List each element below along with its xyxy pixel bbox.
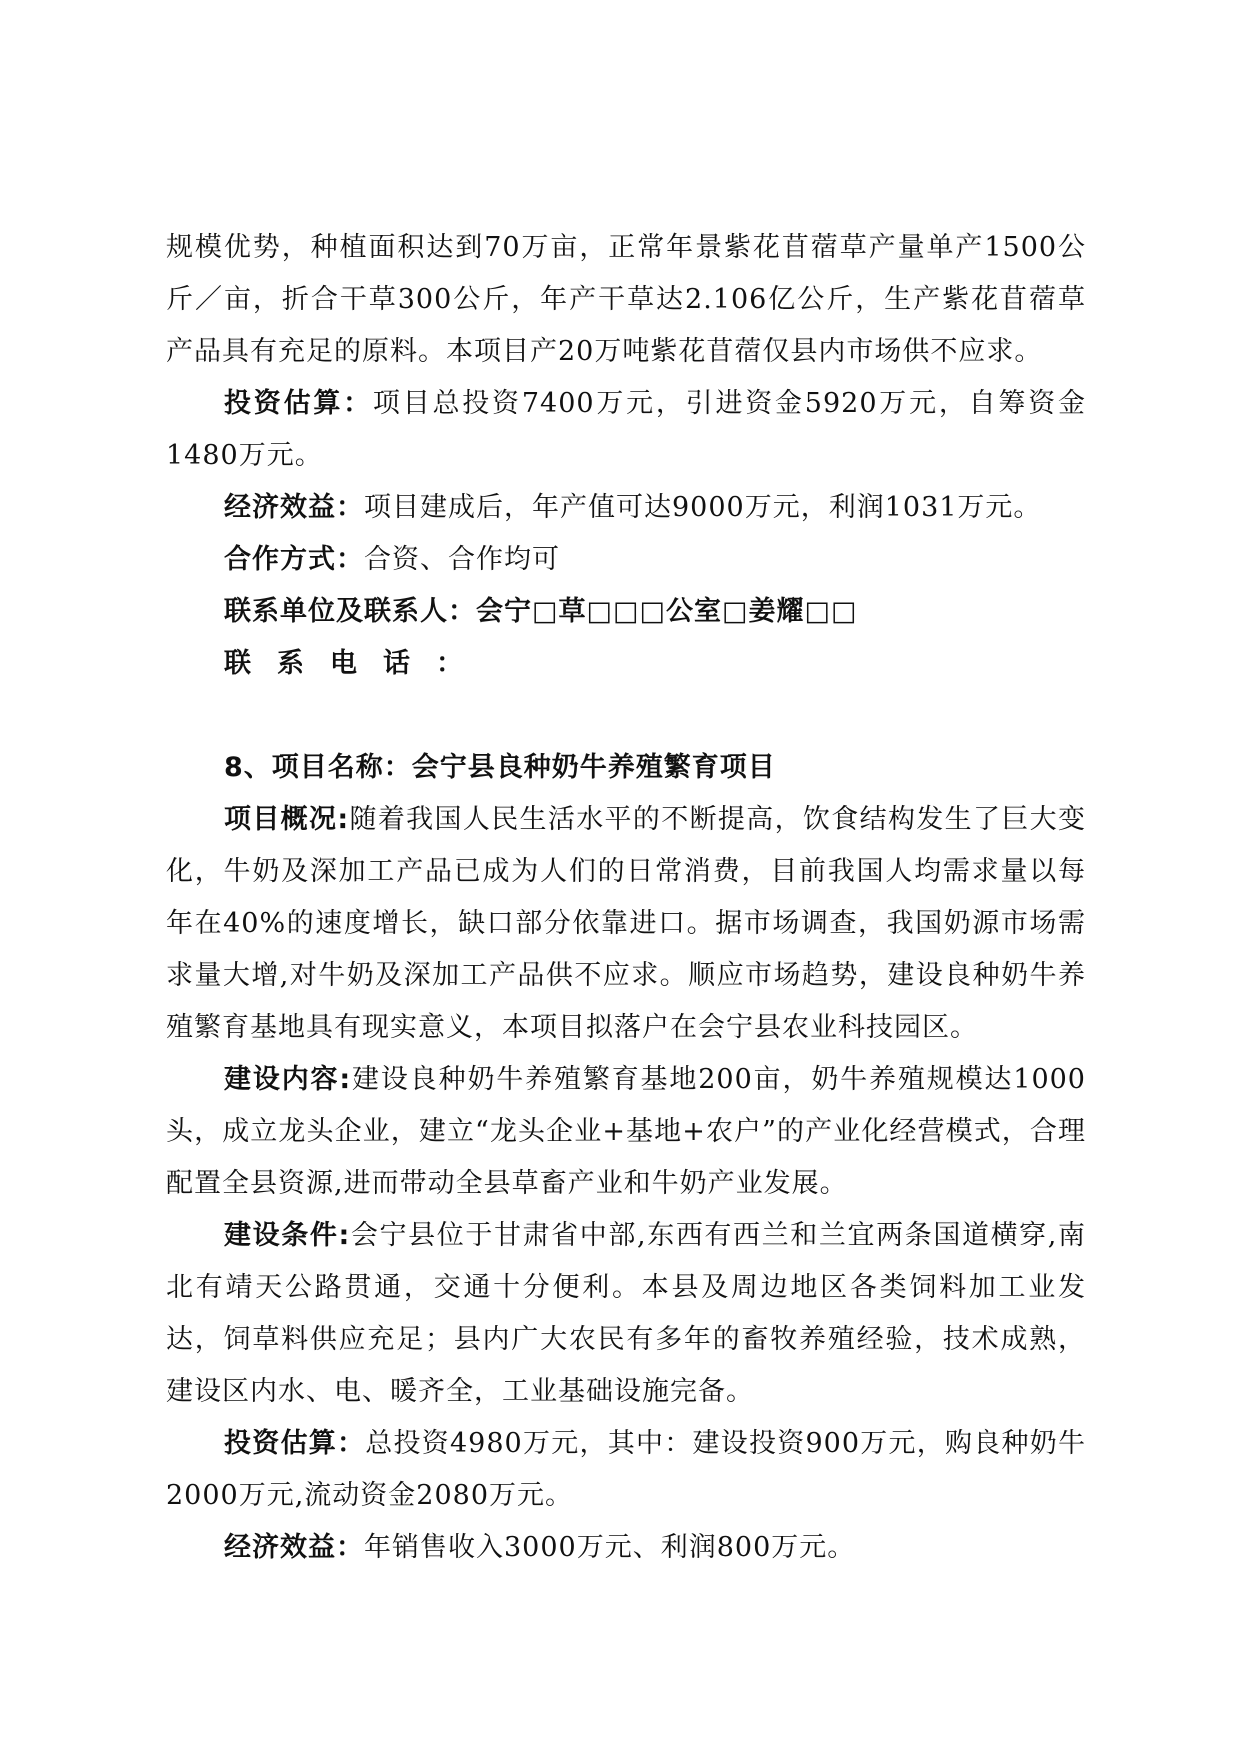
- paragraph-text: 规模优势，种植面积达到70万亩，正常年景紫花苜蓿草产量单产1500公斤／亩，折合干草300公斤，年产干草达2.106亿公斤，生产紫花苜蓿草产品具有充足的原料。本项目产20万吨紫花苜蓿仅县内市场供不应求。: [166, 232, 1086, 367]
- paragraph-text: 随着我国人民生活水平的不断提高，饮食结构发生了巨大变化，牛奶及深加工产品已成为人们的日常消费，目前我国人均需求量以每年在40%的速度增长，缺口部分依靠进口。据市场调查，我国奶源市场需求量大增,对牛奶及深加工产品供不应求。顺应市场趋势，建设良种奶牛养殖繁育基地具有现实意义，本项目拟落户在会宁县农业科技园区。: [166, 804, 1086, 1043]
- paragraph-economic-benefit: [166, 482, 1086, 534]
- paragraph-construction-content: [166, 1054, 1086, 1210]
- paragraph-text: 项目总投资7400万元，引进资金5920万元，自筹资金1480万元。: [166, 388, 1086, 471]
- paragraph-text: 会宁□草□□□公室□姜耀□□: [476, 596, 858, 627]
- paragraph-text: 会宁县位于甘肃省中部,东西有西兰和兰宜两条国道横穿,南北有靖天公路贯通，交通十分便利。本县及周边地区各类饲料加工业发达，饲草料供应充足；县内广大农民有多年的畜牧养殖经验，技术成熟，建设区内水、电、暖齐全，工业基础设施完备。: [166, 1220, 1086, 1407]
- paragraph-contact-unit: [166, 586, 1086, 638]
- paragraph-text: 项目建成后，年产值可达9000万元，利润1031万元。: [364, 492, 1042, 523]
- paragraph-project-overview: [166, 794, 1086, 1054]
- paragraph-project-benefit: [166, 1522, 1086, 1574]
- spacer: [166, 690, 1086, 742]
- paragraph-label: 联系单位及联系人：: [224, 596, 476, 627]
- paragraph-contact-phone: [166, 638, 1086, 690]
- paragraph-construction-conditions: [166, 1210, 1086, 1418]
- paragraph-label: 经济效益：: [224, 1532, 364, 1563]
- paragraph-text: 建设良种奶牛养殖繁育基地200亩，奶牛养殖规模达1000头，成立龙头企业，建立“龙头企业+基地+农户”的产业化经营模式，合理配置全县资源,进而带动全县草畜产业和牛奶产业发展。: [166, 1064, 1086, 1199]
- paragraph-label: 建设内容:: [224, 1064, 352, 1095]
- paragraph-label: 项目概况:: [224, 804, 350, 835]
- section-heading: 8、项目名称：会宁县良种奶牛养殖繁育项目: [224, 752, 776, 783]
- paragraph-text: 合资、合作均可: [364, 544, 560, 575]
- paragraph-investment-estimate: [166, 378, 1086, 482]
- paragraph-scale-advantage: [166, 222, 1086, 378]
- paragraph-label: 投资估算：: [224, 1428, 366, 1459]
- paragraph-label: 经济效益：: [224, 492, 364, 523]
- paragraph-label: 合作方式：: [224, 544, 364, 575]
- document-body: [166, 222, 1086, 1574]
- paragraph-cooperation-mode: [166, 534, 1086, 586]
- paragraph-text: 总投资4980万元，其中：建设投资900万元，购良种奶牛2000万元,流动资金2080万元。: [166, 1428, 1086, 1511]
- paragraph-label: 建设条件:: [224, 1220, 351, 1251]
- paragraph-label: 投资估算：: [224, 388, 373, 419]
- paragraph-label: 联系电话：: [224, 648, 489, 679]
- paragraph-project-investment: [166, 1418, 1086, 1522]
- paragraph-text: 年销售收入3000万元、利润800万元。: [364, 1532, 856, 1563]
